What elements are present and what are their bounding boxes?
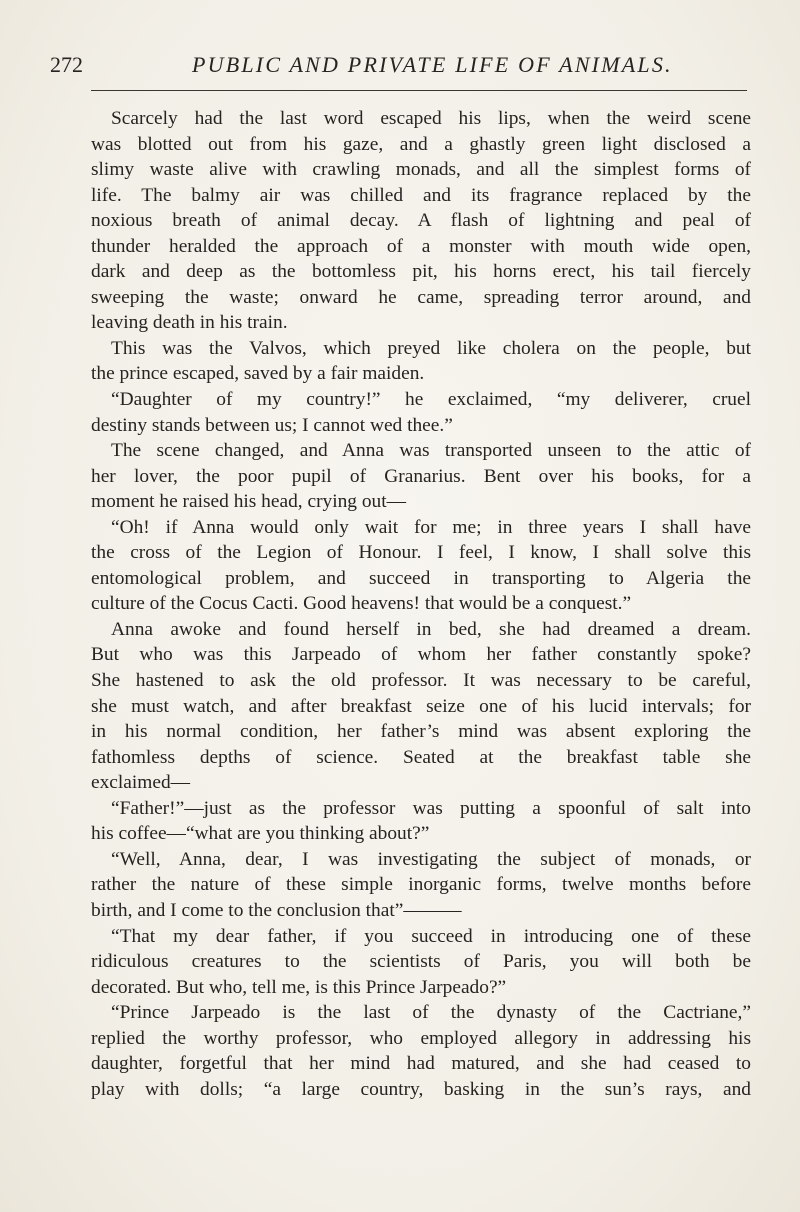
- header-rule: [91, 90, 747, 91]
- text-line: the prince escaped, saved by a fair maiden.: [91, 363, 425, 385]
- text-line: fathomless depths of science. Seated at the breakfast table she: [91, 746, 751, 768]
- text-line: daughter, forgetful that her mind had matured, and she had ceased to: [91, 1053, 751, 1075]
- text-line: She hastened to ask the old professor. It was necessary to be careful,: [91, 670, 751, 692]
- text-line: Anna awoke and found herself in bed, she had dreamed a dream.: [111, 618, 751, 640]
- text-line: But who was this Jarpeado of whom her father constantly spoke?: [91, 644, 751, 666]
- text-line: his coffee—“what are you thinking about?”: [91, 823, 430, 845]
- text-line: life. The balmy air was chilled and its fragrance replaced by the: [91, 184, 751, 206]
- text-line: “Father!”—just as the professor was putting a spoonful of salt into: [111, 797, 751, 819]
- text-line: decorated. But who, tell me, is this Prince Jarpeado?”: [91, 976, 507, 998]
- text-line: ridiculous creatures to the scientists of Paris, you will both be: [91, 951, 751, 973]
- text-line: entomological problem, and succeed in transporting to Algeria the: [91, 567, 751, 589]
- text-line: exclaimed—: [91, 772, 191, 794]
- page-number: 272: [50, 52, 83, 77]
- text-line: moment he raised his head, crying out—: [91, 491, 407, 513]
- text-line: replied the worthy professor, who employed allegory in addressing his: [91, 1027, 751, 1049]
- text-line: she must watch, and after breakfast seize one of his lucid intervals; for: [91, 695, 751, 717]
- text-line: slimy waste alive with crawling monads, and all the simplest forms of: [91, 159, 751, 181]
- text-line: noxious breath of animal decay. A flash of lightning and peal of: [91, 210, 751, 232]
- text-line: play with dolls; “a large country, basking in the sun’s rays, and: [91, 1078, 751, 1100]
- running-head: PUBLIC AND PRIVATE LIFE OF ANIMALS.: [192, 52, 673, 77]
- text-line: “Prince Jarpeado is the last of the dynasty of the Cactriane,”: [111, 1002, 751, 1024]
- text-line: her lover, the poor pupil of Granarius. Bent over his books, for a: [91, 465, 751, 487]
- text-line: “Well, Anna, dear, I was investigating the subject of monads, or: [111, 848, 751, 870]
- text-line: The scene changed, and Anna was transported unseen to the attic of: [111, 440, 751, 462]
- text-line: “Oh! if Anna would only wait for me; in three years I shall have: [111, 516, 751, 538]
- text-line: birth, and I come to the conclusion that”———: [91, 899, 462, 921]
- text-line: in his normal condition, her father’s mind was absent exploring the: [91, 721, 751, 743]
- text-line: thunder heralded the approach of a monster with mouth wide open,: [91, 235, 751, 257]
- text-line: This was the Valvos, which preyed like cholera on the people, but: [111, 337, 751, 359]
- text-line: “Daughter of my country!” he exclaimed, “my deliverer, cruel: [111, 389, 751, 411]
- text-line: dark and deep as the bottomless pit, his horns erect, his tail fiercely: [91, 261, 751, 283]
- text-line: rather the nature of these simple inorganic forms, twelve months before: [91, 874, 751, 896]
- text-line: culture of the Cocus Cacti. Good heavens! that would be a conquest.”: [91, 593, 632, 615]
- text-line: destiny stands between us; I cannot wed thee.”: [91, 414, 453, 436]
- text-line: the cross of the Legion of Honour. I feel, I know, I shall solve this: [91, 542, 751, 564]
- text-line: “That my dear father, if you succeed in introducing one of these: [111, 925, 751, 947]
- page-header: [50, 50, 750, 80]
- body-text: [91, 106, 751, 1102]
- text-line: sweeping the waste; onward he came, spreading terror around, and: [91, 286, 751, 308]
- text-line: Scarcely had the last word escaped his lips, when the weird scene: [111, 108, 751, 129]
- text-line: leaving death in his train.: [91, 312, 288, 334]
- text-line: was blotted out from his gaze, and a ghastly green light disclosed a: [91, 133, 751, 155]
